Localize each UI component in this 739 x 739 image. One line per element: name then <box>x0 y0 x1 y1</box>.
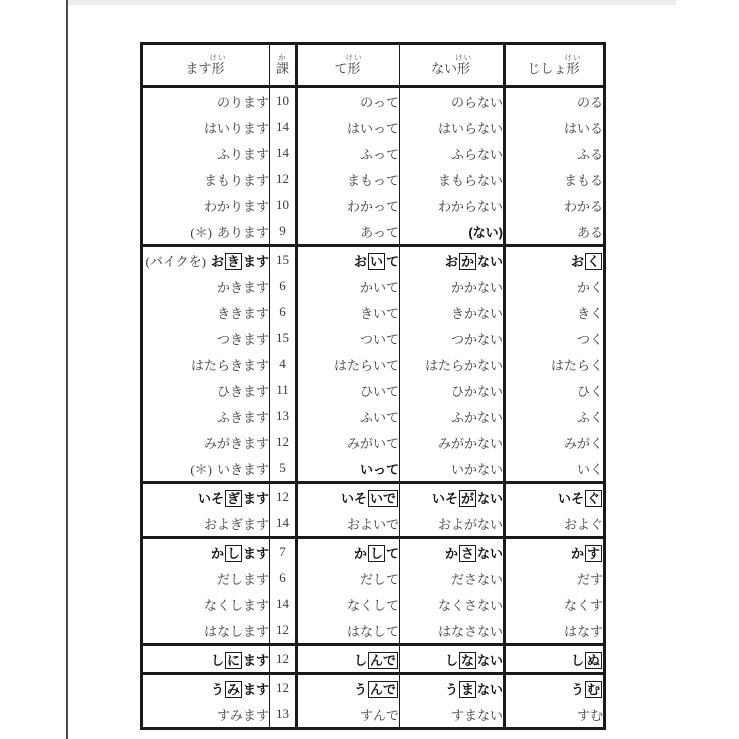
nai-cell: お か ない <box>400 246 505 274</box>
te-cell: まもって <box>297 166 400 192</box>
boxed-kana: に <box>226 652 240 668</box>
jisho-cell: はいる <box>505 114 605 140</box>
table-row <box>142 701 605 729</box>
te-cell: ついて <box>297 325 400 351</box>
table-row <box>142 617 605 645</box>
lesson-cell: 10 <box>270 87 297 115</box>
lesson-cell: 15 <box>270 325 297 351</box>
column-header-masu: ます形けい <box>185 53 227 76</box>
jisho-cell: はたらく <box>505 351 605 377</box>
table-row <box>142 140 605 166</box>
masu-cell: つきます <box>216 331 269 347</box>
table-row <box>142 192 605 218</box>
jisho-cell: ひく <box>505 377 605 403</box>
lesson-cell: 12 <box>270 645 297 674</box>
jisho-cell: つく <box>505 325 605 351</box>
nai-cell: かかない <box>400 273 505 299</box>
lesson-cell: 15 <box>270 246 297 274</box>
table-row <box>142 674 605 702</box>
table-row <box>142 645 605 674</box>
te-cell: はなして <box>297 617 400 645</box>
masu-prefix: (バイクを) <box>145 253 206 269</box>
nai-cell: つかない <box>400 325 505 351</box>
te-cell: なくして <box>297 591 400 617</box>
nai-cell: いそ が ない <box>400 483 505 511</box>
boxed-kana: ぬ <box>586 652 600 668</box>
masu-cell: ひきます <box>216 383 269 399</box>
masu-cell: か し ます <box>142 538 270 566</box>
jisho-cell: お く <box>505 246 605 274</box>
masu-cell: はいります <box>203 120 269 136</box>
te-cell: みがいて <box>297 429 400 455</box>
te-cell: あって <box>297 218 400 246</box>
masu-cell: まもります <box>203 172 269 188</box>
lesson-cell: 7 <box>270 538 297 566</box>
table-row <box>142 273 605 299</box>
lesson-cell: 14 <box>270 140 297 166</box>
masu-cell: わかります <box>203 198 269 214</box>
jisho-cell: だす <box>505 565 605 591</box>
jisho-cell: いく <box>505 455 605 483</box>
lesson-cell: 14 <box>270 510 297 538</box>
boxed-kana: が <box>460 490 474 506</box>
boxed-kana: んで <box>369 681 396 697</box>
masu-cell: はたらきます <box>190 357 269 373</box>
jisho-cell: まもる <box>505 166 605 192</box>
te-cell: わかって <box>297 192 400 218</box>
table-row <box>142 87 605 115</box>
nai-cell: なくさない <box>400 591 505 617</box>
jisho-cell: のる <box>505 87 605 115</box>
nai-cell: わからない <box>400 192 505 218</box>
masu-cell: ふきます <box>216 409 269 425</box>
nai-cell: ださない <box>400 565 505 591</box>
te-cell: だして <box>297 565 400 591</box>
te-cell: ひいて <box>297 377 400 403</box>
header-row <box>142 44 605 87</box>
nai-cell: まもらない <box>400 166 505 192</box>
nai-cell: ふかない <box>400 403 505 429</box>
te-cell: いって <box>297 455 400 483</box>
table-row <box>142 351 605 377</box>
lesson-cell: 6 <box>270 273 297 299</box>
te-cell: のって <box>297 87 400 115</box>
table-row <box>142 510 605 538</box>
table-row <box>142 565 605 591</box>
table-row <box>142 403 605 429</box>
nai-cell: か さ ない <box>400 538 505 566</box>
masu-cell: ふります <box>216 146 269 162</box>
jisho-cell: いそ ぐ <box>505 483 605 511</box>
boxed-kana: む <box>586 681 600 697</box>
masu-cell: のります <box>216 94 269 110</box>
boxed-kana: いで <box>369 490 396 506</box>
te-cell: かいて <box>297 273 400 299</box>
te-cell: ふって <box>297 140 400 166</box>
nai-cell: およがない <box>400 510 505 538</box>
lesson-cell: 13 <box>270 403 297 429</box>
masu-cell: だします <box>216 571 269 587</box>
nai-cell: はなさない <box>400 617 505 645</box>
column-header-jisho: じしょ形けい <box>505 44 605 87</box>
boxed-kana: く <box>586 253 600 269</box>
verb-conjugation-table <box>140 42 606 730</box>
boxed-kana: ぐ <box>586 490 600 506</box>
lesson-cell: 14 <box>270 114 297 140</box>
nai-cell: (ない) <box>400 218 505 246</box>
te-cell: お い て <box>297 246 400 274</box>
lesson-cell: 6 <box>270 299 297 325</box>
nai-cell: はいらない <box>400 114 505 140</box>
jisho-cell: およぐ <box>505 510 605 538</box>
masu-cell: いそ ぎ ます <box>142 483 270 511</box>
nai-cell: のらない <box>400 87 505 115</box>
nai-cell: すまない <box>400 701 505 729</box>
boxed-kana: き <box>226 253 240 269</box>
jisho-cell: すむ <box>505 701 605 729</box>
table-row <box>142 166 605 192</box>
table-row <box>142 483 605 511</box>
te-cell: はたらいて <box>297 351 400 377</box>
lesson-cell: 13 <box>270 701 297 729</box>
jisho-cell: なくす <box>505 591 605 617</box>
te-cell: う んで <box>297 674 400 702</box>
table-row <box>142 218 605 246</box>
nai-cell: いかない <box>400 455 505 483</box>
lesson-cell: 12 <box>270 617 297 645</box>
lesson-cell: 14 <box>270 591 297 617</box>
table-row <box>142 377 605 403</box>
nai-cell: きかない <box>400 299 505 325</box>
masu-cell: ききます <box>216 305 269 321</box>
lesson-cell: 10 <box>270 192 297 218</box>
masu-cell: なくします <box>203 597 269 613</box>
te-cell: いそ いで <box>297 483 400 511</box>
column-header-nai: ない形けい <box>400 44 505 87</box>
masu-cell: し に ます <box>142 645 270 674</box>
te-cell: きいて <box>297 299 400 325</box>
te-cell: すんで <box>297 701 400 729</box>
jisho-cell: ふる <box>505 140 605 166</box>
boxed-kana: んで <box>369 652 396 668</box>
masu-cell: う み ます <box>142 674 270 702</box>
te-cell: はいって <box>297 114 400 140</box>
jisho-cell: わかる <box>505 192 605 218</box>
lesson-cell: 6 <box>270 565 297 591</box>
table-row <box>142 114 605 140</box>
lesson-cell: 12 <box>270 674 297 702</box>
masu-cell: (＊) いきます <box>190 461 269 477</box>
lesson-cell: 5 <box>270 455 297 483</box>
jisho-cell: し ぬ <box>505 645 605 674</box>
boxed-kana: い <box>369 253 383 269</box>
masu-cell: みがきます <box>203 435 269 451</box>
boxed-kana: さ <box>460 545 474 561</box>
masu-cell: はなします <box>203 623 269 639</box>
masu-cell: かきます <box>216 279 269 295</box>
boxed-kana: す <box>586 545 600 561</box>
table-row <box>142 591 605 617</box>
lesson-cell: 12 <box>270 483 297 511</box>
te-cell: か し て <box>297 538 400 566</box>
page-left-rule <box>66 0 68 739</box>
table-row <box>142 538 605 566</box>
lesson-cell: 9 <box>270 218 297 246</box>
table-header-row <box>142 44 605 87</box>
jisho-cell: か す <box>505 538 605 566</box>
jisho-cell: かく <box>505 273 605 299</box>
column-header-te: て形けい <box>297 44 400 87</box>
jisho-cell: ある <box>505 218 605 246</box>
boxed-kana: し <box>369 545 383 561</box>
jisho-cell: ふく <box>505 403 605 429</box>
table-row <box>142 246 605 274</box>
masu-cell: (＊) あります <box>190 224 269 240</box>
boxed-kana: ぎ <box>226 490 240 506</box>
table-row <box>142 429 605 455</box>
boxed-kana: ま <box>460 681 474 697</box>
top-strip <box>68 0 676 5</box>
lesson-cell: 12 <box>270 429 297 455</box>
masu-prefix: (＊) <box>190 224 212 240</box>
masu-cell: (バイクを) お き ます <box>142 246 270 274</box>
jisho-cell: はなす <box>505 617 605 645</box>
nai-cell: はたらかない <box>400 351 505 377</box>
jisho-cell: みがく <box>505 429 605 455</box>
nai-cell: ひかない <box>400 377 505 403</box>
nai-cell: みがかない <box>400 429 505 455</box>
jisho-cell: う む <box>505 674 605 702</box>
boxed-kana: み <box>226 681 240 697</box>
nai-cell: う ま ない <box>400 674 505 702</box>
jisho-cell: きく <box>505 299 605 325</box>
te-cell: ふいて <box>297 403 400 429</box>
masu-prefix: (＊) <box>190 461 212 477</box>
nai-cell: し な ない <box>400 645 505 674</box>
table-body <box>142 87 605 729</box>
lesson-cell: 4 <box>270 351 297 377</box>
masu-cell: およぎます <box>203 516 269 532</box>
table-row <box>142 455 605 483</box>
table-row <box>142 299 605 325</box>
column-header-lesson: 課か <box>270 44 297 87</box>
lesson-cell: 11 <box>270 377 297 403</box>
te-cell: およいで <box>297 510 400 538</box>
nai-cell: ふらない <box>400 140 505 166</box>
lesson-cell: 12 <box>270 166 297 192</box>
boxed-kana: し <box>226 545 240 561</box>
table-row <box>142 325 605 351</box>
boxed-kana: か <box>460 253 474 269</box>
boxed-kana: な <box>460 652 474 668</box>
te-cell: し んで <box>297 645 400 674</box>
masu-cell: すみます <box>216 707 269 723</box>
